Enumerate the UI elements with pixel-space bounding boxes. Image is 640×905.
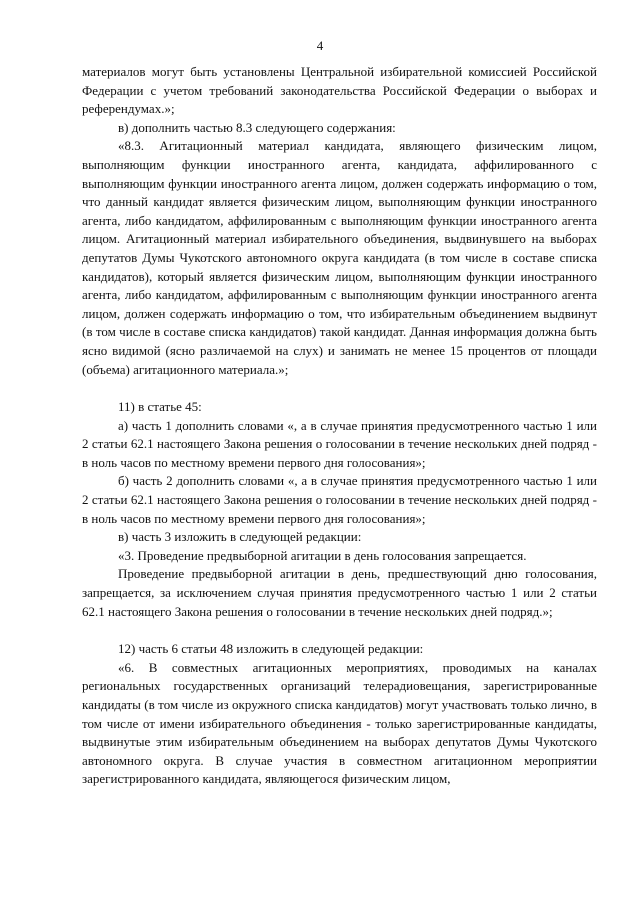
paragraph: б) часть 2 дополнить словами «, а в случае принятия предусмотренного частью 1 или 2 статьи 62.1 настоящего Закона решения о голосовании в течение нескольких дней подряд - в ноль часов по местному времени первого дня голосования»; [82, 473, 597, 526]
paragraph: «6. В совместных агитационных мероприятиях, проводимых на каналах региональных государственных организаций телерадиовещания, зарегистрированные кандидаты (в том числе из окружного списка кандидатов) могут участвовать только лично, в том числе от имени избирательного объединения - только зарегистрированные кандидаты, выдвинутые этим избирательным объединением на выборах депутатов Думы Чукотского автономного округа. В случае участия в совместном агитационном мероприятии зарегистрированного кандидата, являющегося физическим лицом, [82, 659, 597, 787]
paragraph: а) часть 1 дополнить словами «, а в случае принятия предусмотренного частью 1 или 2 статьи 62.1 настоящего Закона решения о голосовании в течение нескольких дней подряд - в ноль часов по местному времени первого дня голосования»; [82, 417, 597, 470]
paragraph: 11) в статье 45: [118, 399, 202, 415]
paragraph: Проведение предвыборной агитации в день, предшествующий дню голосования, запрещается, за исключением случая принятия предусмотренного частью 1 или 2 статьи 62.1 настоящего Закона решения о голосовании в течение нескольких дней подряд.»; [82, 566, 597, 619]
paragraph: материалов могут быть установлены Центральной избирательной комиссией Российской Федерации с учетом требований законодательства Российской Федерации о выборах и референдумах.»; [82, 64, 597, 117]
paragraph-gap [82, 621, 597, 640]
paragraph: 12) часть 6 статьи 48 изложить в следующей редакции: [118, 641, 424, 657]
paragraph: в) дополнить частью 8.3 следующего содержания: [118, 119, 396, 135]
paragraph: в) часть 3 изложить в следующей редакции: [118, 529, 362, 545]
paragraph: «8.3. Агитационный материал кандидата, являющего физическим лицом, выполняющим функции иностранного агента, кандидата, аффилированного с выполняющим функции иностранного агента лицом, должен содержать информацию о том, что данный кандидат является физическим лицом, выполняющим функции иностранного агента, либо кандидатом, аффилированным с выполняющим функции иностранного агента лицом. Агитационный материал избирательного объединения, выдвинувшего на выборах депутатов Думы Чукотского автономного округа кандидата (в том числе в составе списка кандидатов), который является физическим лицом, выполняющим функции иностранного агента, либо кандидатом, аффилированным с выполняющим функции иностранного агента лицом, должен содержать информацию о том, что избирательным объединением выдвинут (в том числе в составе списка кандидатов) такой кандидат. Данная информация должна быть ясно видимой (ясно различаемой на слух) и занимать не менее 15 процентов от площади (объема) агитационного материала.»; [82, 138, 597, 377]
paragraph: «3. Проведение предвыборной агитации в день голосования запрещается. [118, 547, 527, 563]
document-body [82, 63, 597, 789]
page-number: 4 [316, 38, 324, 53]
paragraph-gap [82, 379, 597, 398]
